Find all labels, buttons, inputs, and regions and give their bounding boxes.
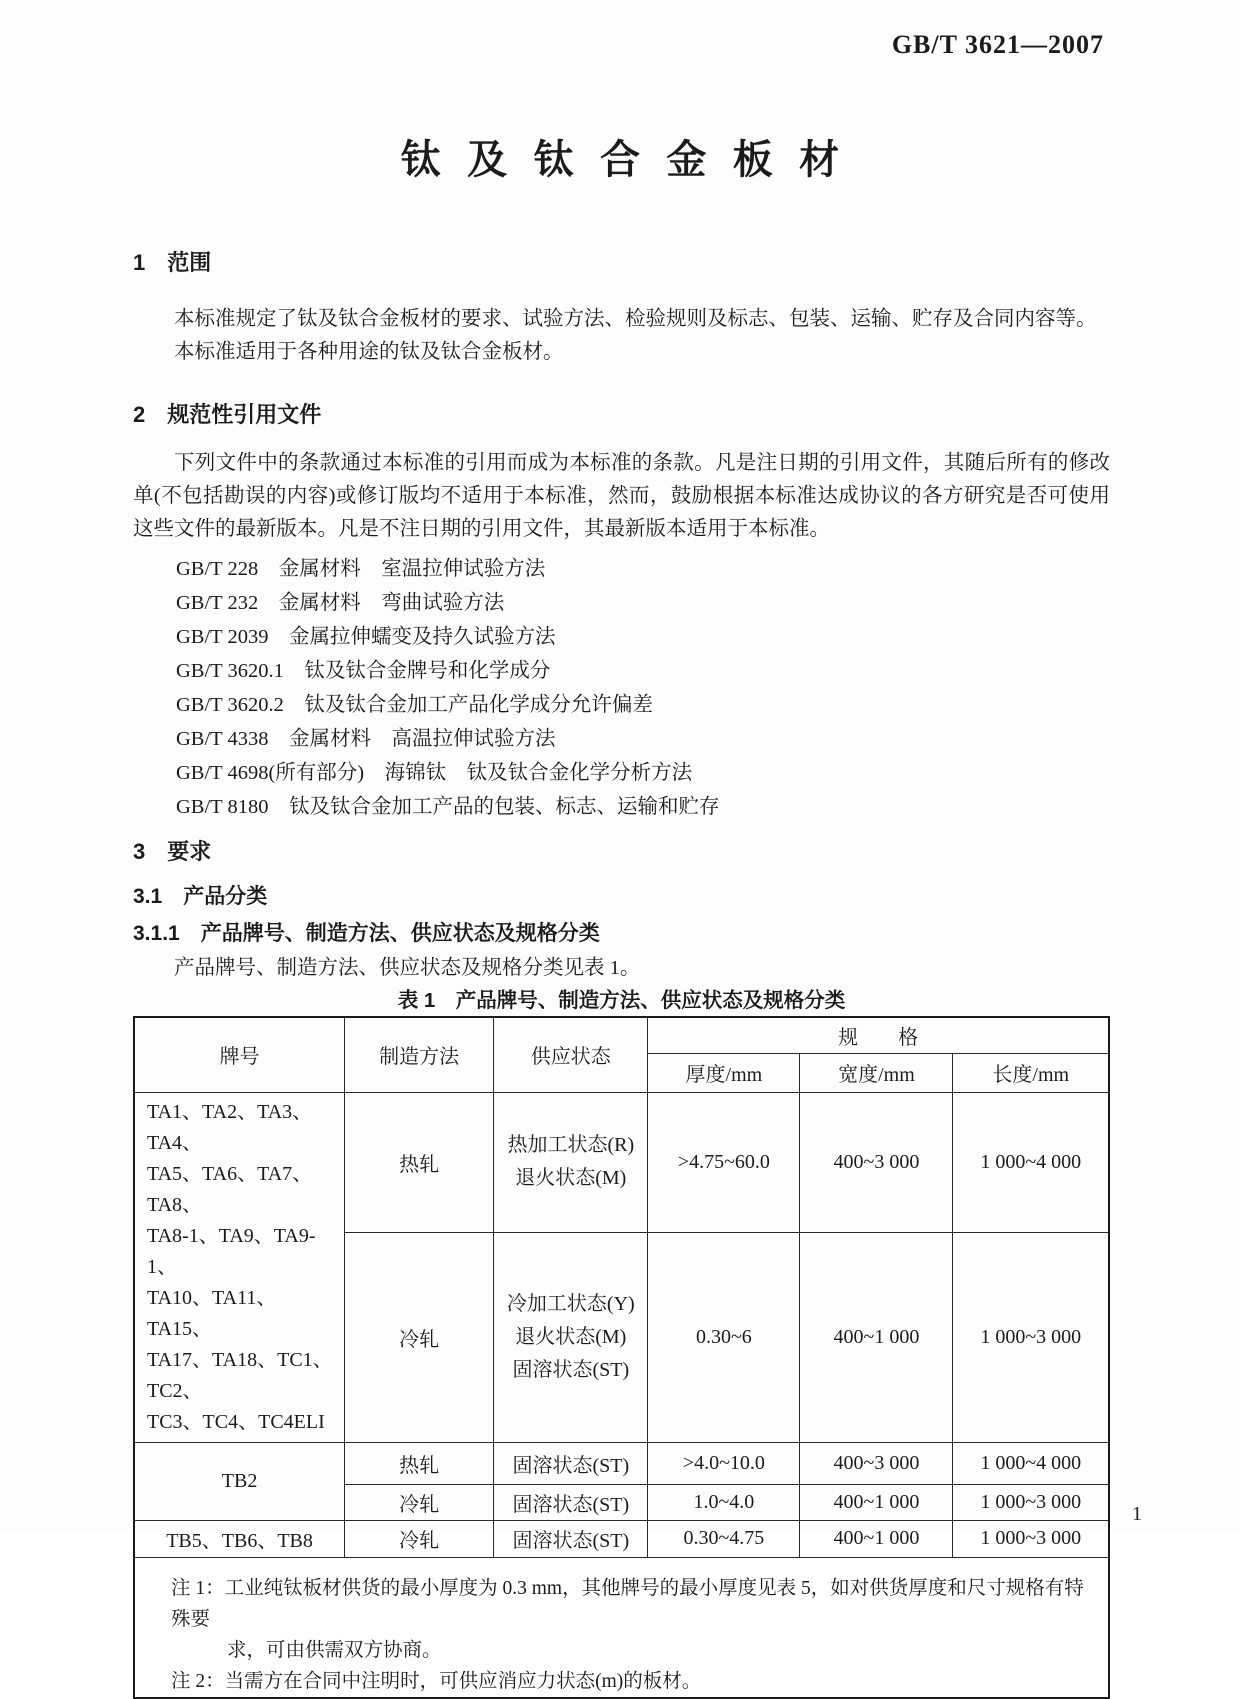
cell-width: 400~1 000 bbox=[800, 1520, 953, 1557]
scope-paragraph-2: 本标准适用于各种用途的钛及钛合金板材。 bbox=[174, 341, 564, 363]
document-title: 钛及钛合金板材 bbox=[400, 138, 866, 182]
cell-length: 1 000~3 000 bbox=[953, 1233, 1109, 1442]
reference-item: GB/T 4338 金属材料 高温拉伸试验方法 bbox=[176, 728, 556, 750]
reference-item: GB/T 8180 钛及钛合金加工产品的包装、标志、运输和贮存 bbox=[176, 796, 720, 818]
cell-width: 400~1 000 bbox=[800, 1484, 953, 1520]
section-references-heading: 2 规范性引用文件 bbox=[133, 402, 322, 427]
grade-line: TA10、TA11、TA15、 bbox=[147, 1286, 277, 1340]
table-row bbox=[134, 1442, 1109, 1484]
table-row bbox=[134, 1092, 1109, 1233]
cell-thickness: >4.75~60.0 bbox=[648, 1092, 800, 1233]
grade-line: TC3、TC4、TC4ELI bbox=[147, 1410, 325, 1433]
table1-caption: 表 1 产品牌号、制造方法、供应状态及规格分类 bbox=[397, 989, 846, 1012]
cell-method: 冷轧 bbox=[345, 1233, 494, 1442]
classification-intro: 产品牌号、制造方法、供应状态及规格分类见表 1。 bbox=[174, 957, 641, 979]
cell-method: 热轧 bbox=[345, 1092, 494, 1233]
cell-state bbox=[494, 1233, 648, 1442]
header-spec: 规 格 bbox=[648, 1017, 1109, 1053]
state-line: 退火状态(M) bbox=[515, 1167, 627, 1190]
header-grade: 牌号 bbox=[134, 1017, 345, 1092]
header-thickness: 厚度/mm bbox=[648, 1053, 800, 1092]
note-line: 注 1：工业纯钛板材供货的最小厚度为 0.3 mm，其他牌号的最小厚度见表 5，如对供货厚度和尺寸规格有特殊要 bbox=[171, 1577, 1084, 1630]
reference-item: GB/T 3620.2 钛及钛合金加工产品化学成分允许偏差 bbox=[176, 694, 653, 716]
cell-method: 冷轧 bbox=[345, 1484, 494, 1520]
note-line: 注 2：当需方在合同中注明时，可供应消应力状态(m)的板材。 bbox=[171, 1670, 702, 1692]
cell-thickness: 0.30~6 bbox=[648, 1233, 800, 1442]
reference-item: GB/T 3620.1 钛及钛合金牌号和化学成分 bbox=[176, 660, 551, 682]
cell-state: 固溶状态(ST) bbox=[494, 1484, 648, 1520]
header-method: 制造方法 bbox=[345, 1017, 494, 1092]
cell-grade-group3: TB5、TB6、TB8 bbox=[134, 1520, 345, 1557]
cell-grade-group2: TB2 bbox=[134, 1442, 345, 1520]
cell-width: 400~1 000 bbox=[800, 1233, 953, 1442]
state-line: 冷加工状态(Y) bbox=[506, 1292, 635, 1315]
state-line: 热加工状态(R) bbox=[507, 1134, 635, 1157]
standard-code: GB/T 3621—2007 bbox=[891, 30, 1104, 59]
grade-line: TA5、TA6、TA7、TA8、 bbox=[147, 1162, 313, 1216]
subsection-grades-heading: 3.1.1 产品牌号、制造方法、供应状态及规格分类 bbox=[133, 922, 600, 945]
table1 bbox=[133, 1016, 1110, 1699]
cell-state bbox=[494, 1092, 648, 1233]
grade-line: TA1、TA2、TA3、TA4、 bbox=[147, 1100, 313, 1154]
reference-item: GB/T 228 金属材料 室温拉伸试验方法 bbox=[176, 558, 546, 580]
cell-state: 固溶状态(ST) bbox=[494, 1520, 648, 1557]
table-row bbox=[134, 1520, 1109, 1557]
state-line: 固溶状态(ST) bbox=[512, 1358, 630, 1381]
page-content bbox=[133, 248, 1110, 1699]
cell-method: 冷轧 bbox=[345, 1520, 494, 1557]
grade-line: TA8-1、TA9、TA9-1、 bbox=[147, 1224, 316, 1278]
state-line: 退火状态(M) bbox=[515, 1325, 627, 1348]
scope-paragraph-1: 本标准规定了钛及钛合金板材的要求、试验方法、检验规则及标志、包装、运输、贮存及合同内容等。 bbox=[174, 308, 1097, 330]
table-notes bbox=[134, 1557, 1109, 1698]
note-line: 求，可由供需双方协商。 bbox=[227, 1639, 442, 1661]
cell-length: 1 000~3 000 bbox=[953, 1520, 1109, 1557]
references-paragraph: 下列文件中的条款通过本标准的引用而成为本标准的条款。凡是注日期的引用文件，其随后所有的修改单(不包括勘误的内容)或修订版均不适用于本标准，然而，鼓励根据本标准达成协议的各方研究是否可使用这些文件的最新版本。凡是不注日期的引用文件，其最新版本适用于本标准。 bbox=[133, 452, 1110, 540]
cell-method: 热轧 bbox=[345, 1442, 494, 1484]
section-scope-heading: 1 范围 bbox=[133, 250, 212, 275]
cell-length: 1 000~3 000 bbox=[953, 1484, 1109, 1520]
cell-grade-group1 bbox=[134, 1092, 345, 1442]
reference-item: GB/T 2039 金属拉伸蠕变及持久试验方法 bbox=[176, 626, 556, 648]
cell-length: 1 000~4 000 bbox=[953, 1442, 1109, 1484]
reference-item: GB/T 232 金属材料 弯曲试验方法 bbox=[176, 592, 505, 614]
header-length: 长度/mm bbox=[953, 1053, 1109, 1092]
cell-thickness: 0.30~4.75 bbox=[648, 1520, 800, 1557]
cell-width: 400~3 000 bbox=[800, 1092, 953, 1233]
cell-state: 固溶状态(ST) bbox=[494, 1442, 648, 1484]
header-state: 供应状态 bbox=[494, 1017, 648, 1092]
grade-line: TA17、TA18、TC1、TC2、 bbox=[147, 1348, 333, 1402]
reference-item: GB/T 4698(所有部分) 海锦钛 钛及钛合金化学分析方法 bbox=[176, 762, 693, 784]
page-number: 1 bbox=[1132, 1503, 1142, 1525]
cell-thickness: 1.0~4.0 bbox=[648, 1484, 800, 1520]
header-width: 宽度/mm bbox=[800, 1053, 953, 1092]
reference-list bbox=[176, 552, 1110, 824]
cell-length: 1 000~4 000 bbox=[953, 1092, 1109, 1233]
cell-width: 400~3 000 bbox=[800, 1442, 953, 1484]
subsection-classification-heading: 3.1 产品分类 bbox=[133, 885, 268, 908]
section-requirements-heading: 3 要求 bbox=[133, 839, 212, 864]
table-notes-row bbox=[134, 1557, 1109, 1698]
cell-thickness: >4.0~10.0 bbox=[648, 1442, 800, 1484]
